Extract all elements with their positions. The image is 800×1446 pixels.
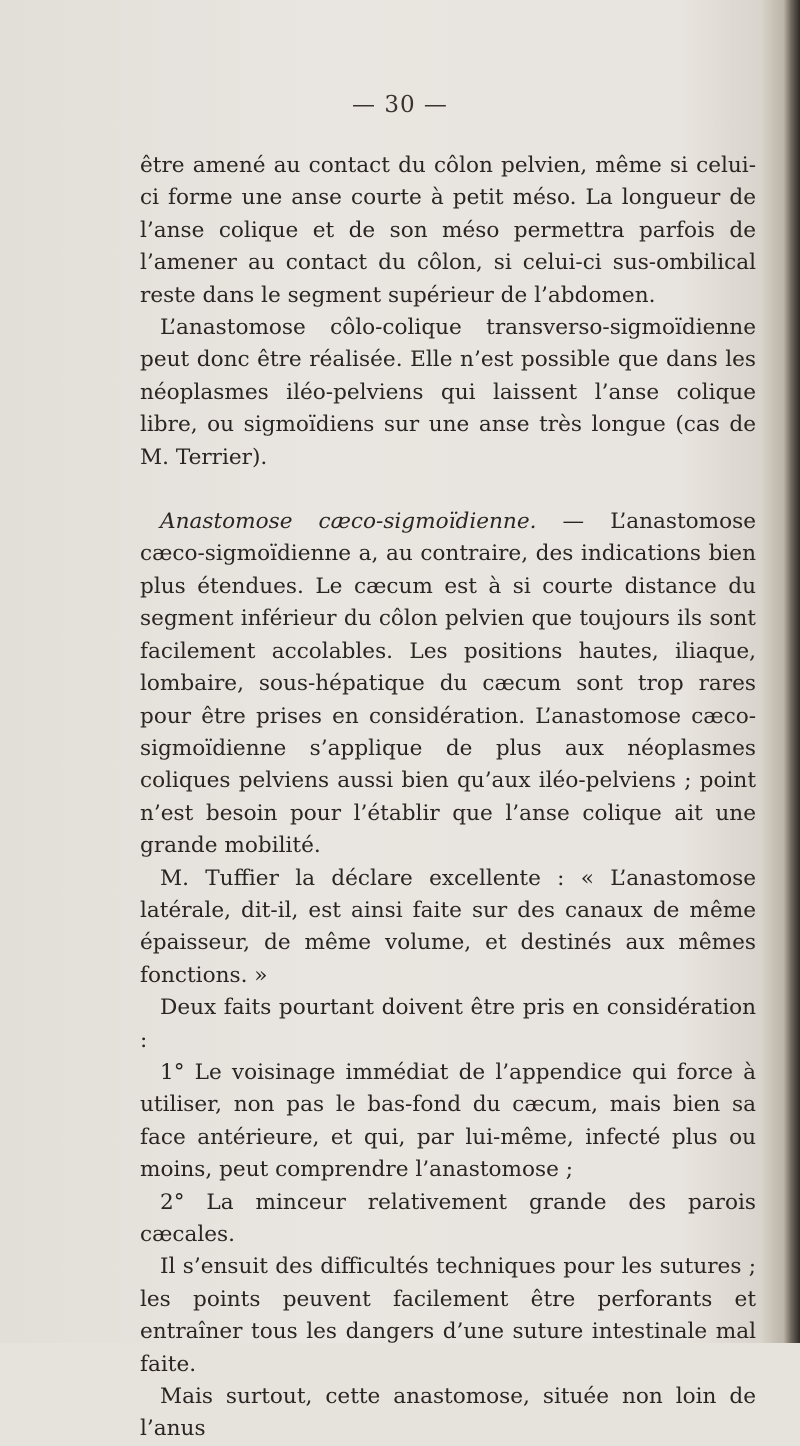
paragraph: 1° Le voisinage immédiat de l’appendice qui force à utiliser, non pas le bas-fond du cæcum, mais bien sa face antérieure, et qui, par lui-même, infecté plus ou moins, peut comprendre l’anastomose ; (140, 1059, 756, 1183)
page-number: — 30 — (352, 92, 448, 118)
page-edge-shadow (762, 0, 784, 1343)
paragraph: être amené au contact du côlon pelvien, même si celui-ci forme une anse courte à petit méso. La longueur de l’anse colique et de son méso permettra parfois de l’amener au contact du côlon, si celui-ci sus-ombilical reste dans le segment supérieur de l’abdomen. (140, 153, 756, 308)
section-heading: Anastomose cæco-sigmoïdienne. (160, 509, 537, 535)
paragraph: Deux faits pourtant doivent être pris en considération : (140, 995, 756, 1053)
paragraph-text: — L’anastomose cæco-sigmoïdienne a, au contraire, des indications bien plus étendues. Le cæcum est à si courte distance du segment inférieur du côlon pelvien que toujours ils sont facilement accolables. Les positions hautes, iliaque, lombaire, sous-hépatique du cæcum sont trop rares pour être prises en considération. L’anastomose cæco-sigmoïdienne s’applique de plus aux néoplasmes coliques pelviens aussi bien qu’aux iléo-pelviens ; point n’est besoin pour l’établir que l’anse colique ait une grande mobilité. (140, 509, 756, 859)
paragraph: Il s’ensuit des difficultés techniques pour les sutures ; les points peuvent facilement être perforants et entraîner tous les dangers d’une suture intestinale mal faite. (140, 1254, 756, 1377)
paragraph-section (140, 506, 756, 862)
body-text (140, 150, 756, 1446)
paragraph: Mais surtout, cette anastomose, située non loin de l’anus (140, 1384, 756, 1442)
paragraph: L’anastomose côlo-colique transverso-sigmoïdienne peut donc être réalisée. Elle n’est possible que dans les néoplasmes iléo-pelviens qui laissent l’anse colique libre, ou sigmoïdiens sur une anse très longue (cas de M. Terrier). (140, 315, 756, 470)
page-binding-edge (784, 0, 800, 1343)
paragraph: 2° La minceur relativement grande des parois cæcales. (140, 1189, 756, 1247)
paragraph: M. Tuffier la déclare excellente : « L’anastomose latérale, dit-il, est ainsi faite sur des canaux de même épaisseur, de même volume, et destinés aux mêmes fonctions. » (140, 865, 756, 988)
